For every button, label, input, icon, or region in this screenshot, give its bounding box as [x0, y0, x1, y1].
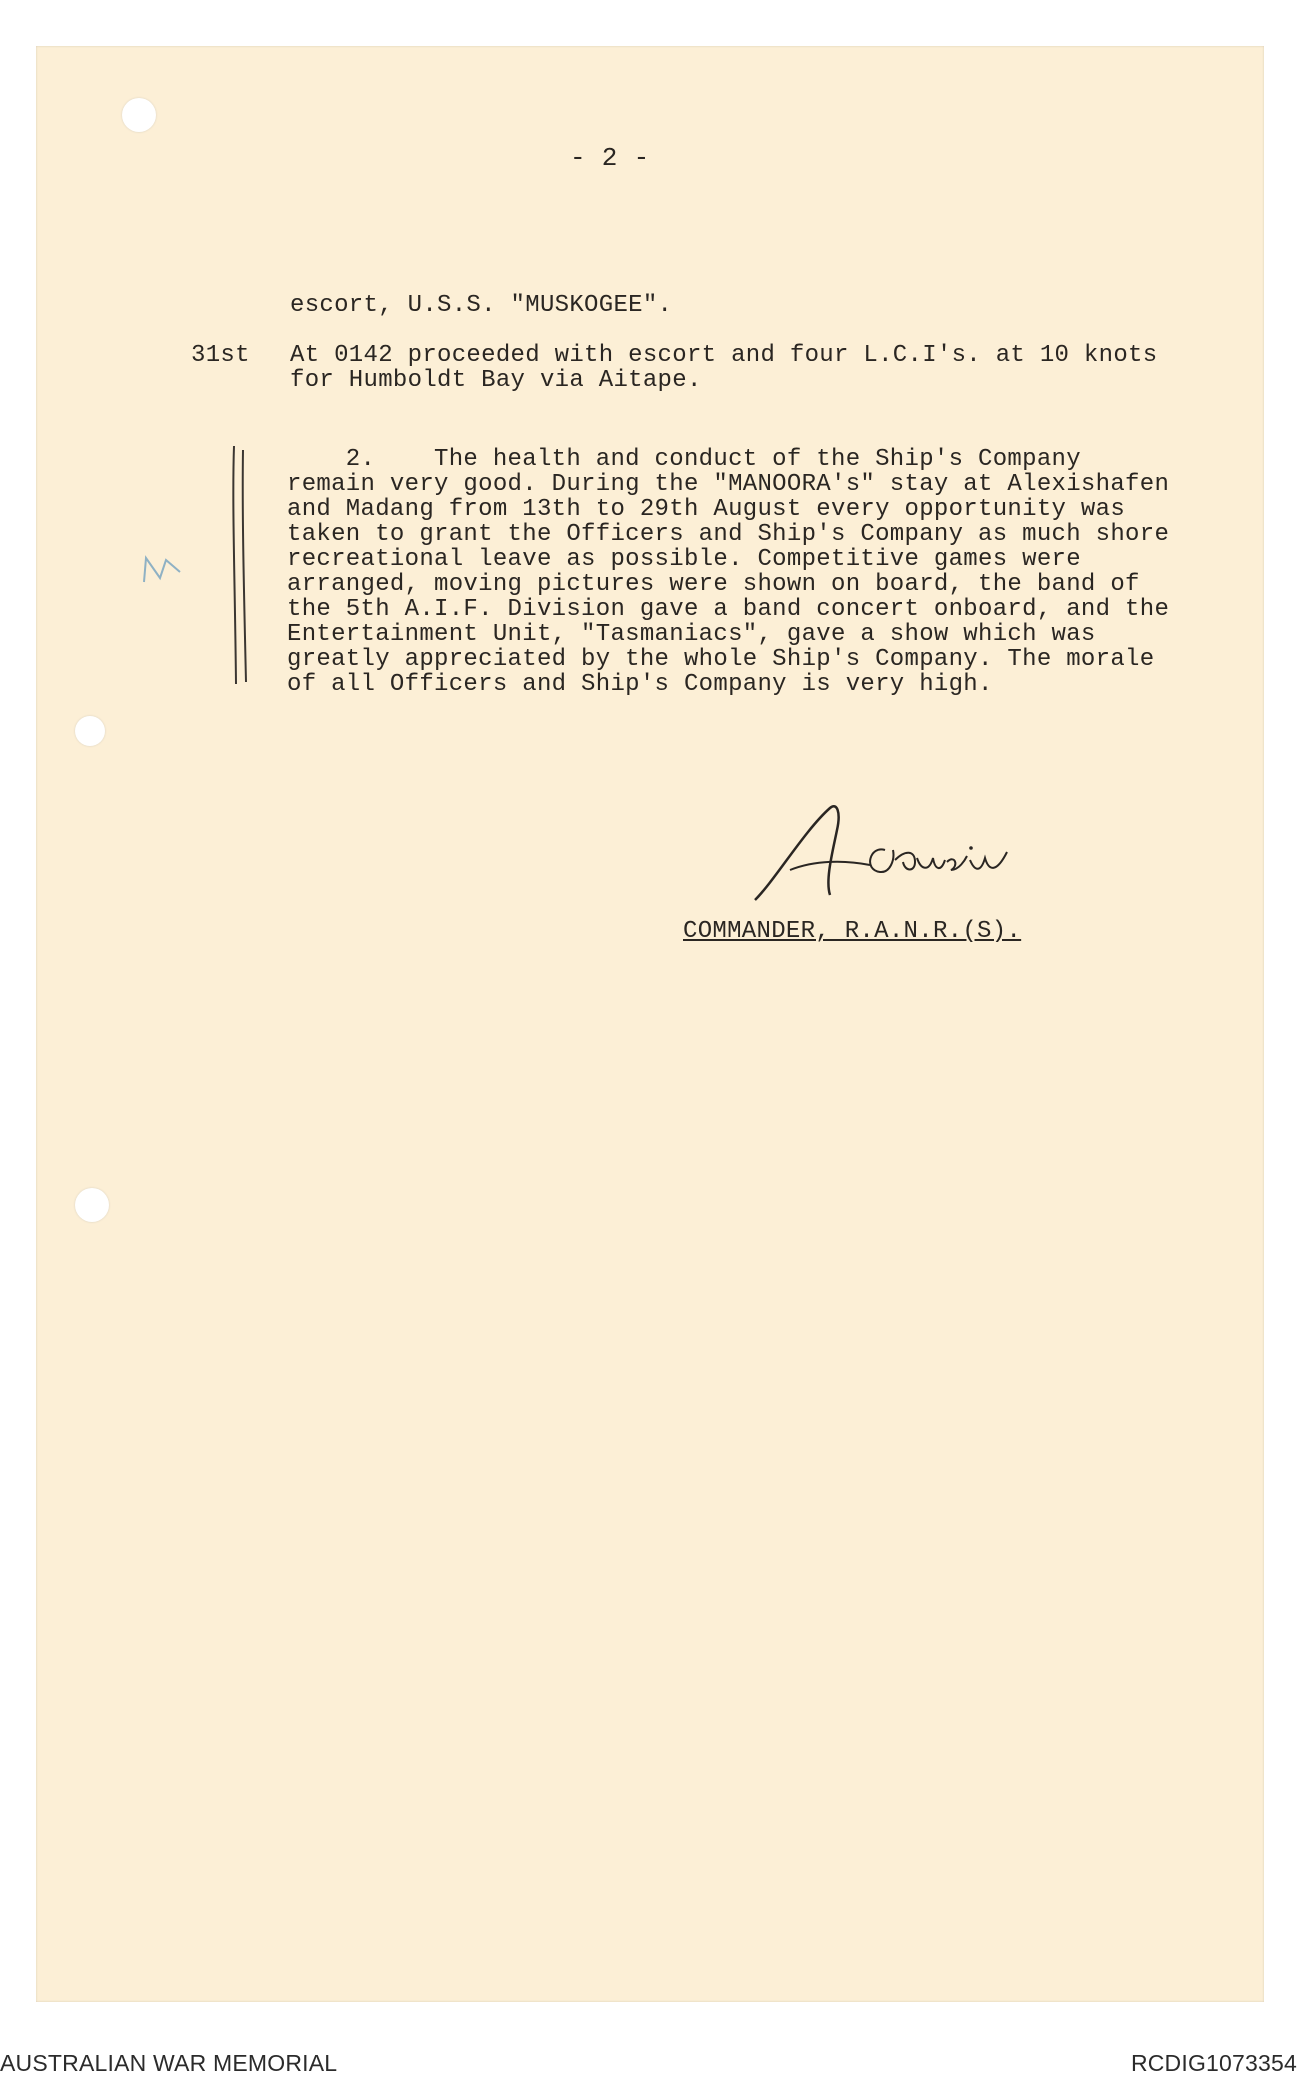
entry-date: 31st [191, 342, 250, 369]
pencil-annotation-mark [140, 552, 188, 588]
page-number: - 2 - [570, 143, 650, 173]
punch-hole-middle [75, 716, 105, 746]
body-paragraph: 2. The health and conduct of the Ship's Company remain very good. During the "MANOORA's" stay at Alexishafen and Madang from 13th to 29th August every opportunity was taken to grant the Officers and Ship's Company as much shore recreational leave as possible. Competitive games were arranged, moving pictures were shown on board, the band of the 5th A.I.F. Division gave a band concert onboard, and the Entertainment Unit, "Tasmaniacs", gave a show which was greatly appreciated by the whole Ship's Company. The morale of all Officers and Ship's Company is very high. [287, 446, 1170, 698]
handwritten-signature [745, 800, 1020, 915]
continued-line: escort, U.S.S. "MUSKOGEE". [290, 292, 673, 319]
footer-id: RCDIG1073354 [1130, 2050, 1297, 2076]
entry-text: At 0142 proceeded with escort and four L.C.I's. at 10 knots for Humboldt Bay via Aitape. [290, 342, 1158, 394]
footer-source: AUSTRALIAN WAR MEMORIAL [0, 2050, 338, 2076]
document-page [36, 46, 1264, 2002]
signatory-title: COMMANDER, R.A.N.R.(S). [683, 918, 1022, 945]
margin-sideline-mark [228, 444, 252, 688]
punch-hole-bottom [75, 1188, 109, 1222]
punch-hole-top [122, 98, 156, 132]
